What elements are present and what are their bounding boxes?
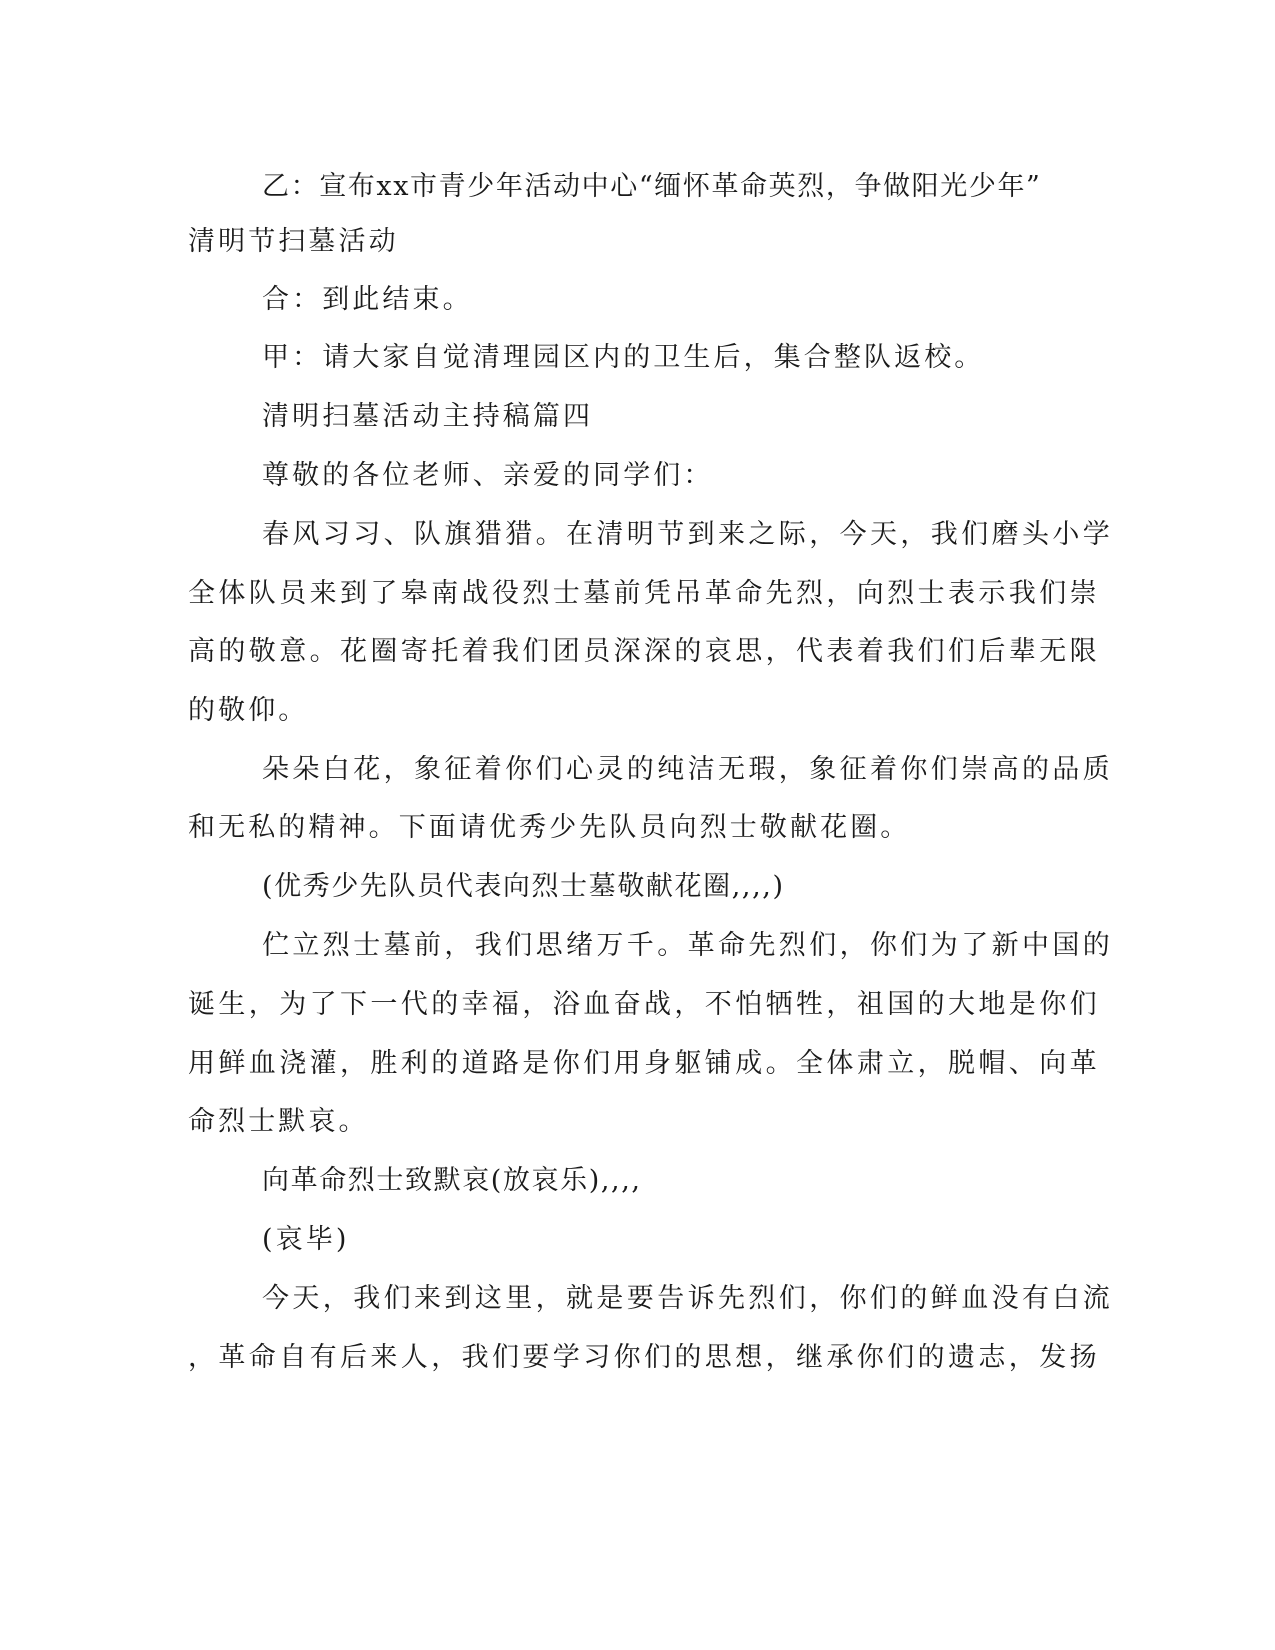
line-text: 朵朵白花，象征着你们心灵的纯洁无瑕，象征着你们崇高的品质 — [262, 754, 1114, 785]
line-text: 诞生，为了下一代的幸福，浴血奋战，不怕牺牲，祖国的大地是你们 — [188, 989, 1100, 1020]
heading-text: 清明扫墓活动主持稿篇四 — [262, 401, 594, 432]
paragraph-line — [0, 328, 1275, 388]
line-text: 命烈士默哀。 — [188, 1106, 369, 1137]
paragraph-line — [0, 1269, 1275, 1329]
line-text: (哀毕) — [262, 1224, 350, 1255]
paragraph-line — [0, 270, 1275, 330]
line-text: 尊敬的各位老师、亲爱的同学们： — [262, 460, 714, 491]
paragraph-line — [0, 1092, 1275, 1152]
line-text: 甲：请大家自觉清理园区内的卫生后，集合整队返校。 — [262, 342, 985, 373]
paragraph-line — [0, 1151, 1275, 1211]
paragraph-line — [0, 1210, 1275, 1270]
line-text: 全体队员来到了皋南战役烈士墓前凭吊革命先烈，向烈士表示我们崇 — [188, 578, 1100, 609]
paragraph-line — [0, 916, 1275, 976]
paragraph-line — [0, 1034, 1275, 1094]
line-text: 今天，我们来到这里，就是要告诉先烈们，你们的鲜血没有白流 — [262, 1283, 1114, 1314]
section-heading — [0, 387, 1275, 447]
line-text: 合：到此结束。 — [262, 284, 473, 315]
line-text: 向革命烈士致默哀(放哀乐),,,, — [262, 1165, 642, 1196]
line-text: 乙：宣布xx市青少年活动中心“缅怀革命英烈，争做阳光少年” — [262, 171, 1042, 202]
paragraph-line — [0, 740, 1275, 800]
paragraph-line — [0, 798, 1275, 858]
paragraph-line — [0, 505, 1275, 565]
paragraph-line — [0, 446, 1275, 506]
line-text: 伫立烈士墓前，我们思绪万千。革命先烈们，你们为了新中国的 — [262, 930, 1114, 961]
line-text: 清明节扫墓活动 — [188, 226, 399, 257]
paragraph-line — [0, 212, 1275, 272]
line-text: ，革命自有后来人，我们要学习你们的思想，继承你们的遗志，发扬 — [188, 1342, 1100, 1373]
paragraph-line — [0, 1328, 1275, 1388]
line-text: 高的敬意。花圈寄托着我们团员深深的哀思，代表着我们们后辈无限 — [188, 636, 1100, 667]
paragraph-line — [0, 681, 1275, 741]
line-text: 的敬仰。 — [188, 695, 309, 726]
paragraph-line — [0, 975, 1275, 1035]
line-text: 春风习习、队旗猎猎。在清明节到来之际，今天，我们磨头小学 — [262, 519, 1114, 550]
paragraph-line — [0, 857, 1275, 917]
paragraph-line — [0, 157, 1275, 217]
paragraph-line — [0, 564, 1275, 624]
line-text: 和无私的精神。下面请优秀少先队员向烈士敬献花圈。 — [188, 812, 911, 843]
line-text: 用鲜血浇灌，胜利的道路是你们用身躯铺成。全体肃立，脱帽、向革 — [188, 1048, 1100, 1079]
paragraph-line — [0, 622, 1275, 682]
line-text: (优秀少先队员代表向烈士墓敬献花圈,,,,) — [262, 871, 785, 902]
